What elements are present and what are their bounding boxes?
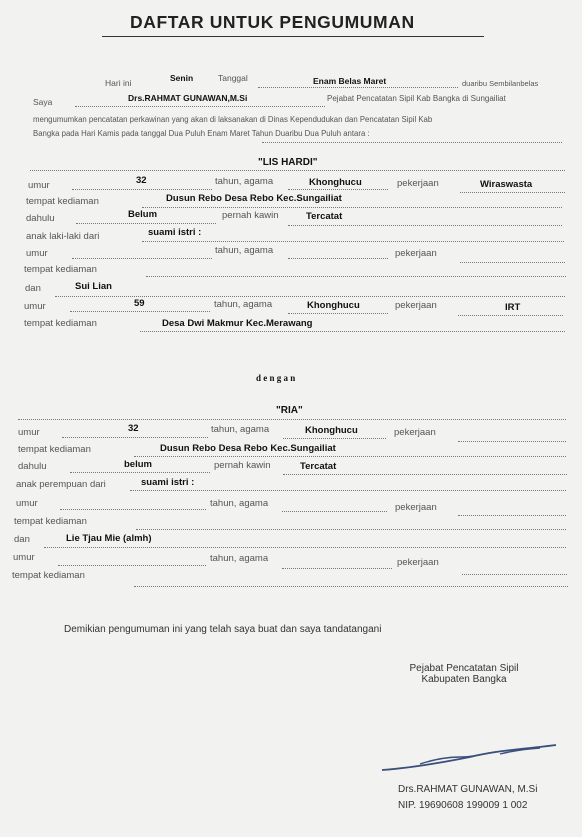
groom-anak-label: anak laki-laki dari <box>26 231 100 242</box>
groom-mother-umur-label: umur <box>24 301 46 312</box>
hari-value: Senin <box>170 73 194 83</box>
bride-tempat-label: tempat kediaman <box>18 444 91 455</box>
bride-status: Tercatat <box>300 461 337 472</box>
bride-mother: Lie Tjau Mie (almh) <box>66 533 152 544</box>
signer-role-line-2: Kabupaten Bangka <box>421 674 507 685</box>
bride-mother-umur-label: umur <box>13 552 35 563</box>
groom-umur-label: umur <box>28 180 50 191</box>
page-title: DAFTAR UNTUK PENGUMUMAN <box>130 12 415 32</box>
official-role: Pejabat Pencatatan Sipil Kab Bangka di Sungailiat <box>327 94 506 103</box>
signer-nip: NIP. 19690608 199009 1 002 <box>398 800 528 811</box>
groom-umur: 32 <box>136 175 147 186</box>
bride-agama: Khonghucu <box>305 425 358 436</box>
closing-statement: Demikian pengumuman ini yang telah saya buat dan saya tandatangani <box>64 624 382 635</box>
bride-mother-tempat-label: tempat kediaman <box>12 570 85 581</box>
groom-father-tempat-label: tempat kediaman <box>24 264 97 275</box>
groom-mother-umur: 59 <box>134 298 145 309</box>
groom-parent-label: suami istri : <box>148 227 202 238</box>
intro-line-1: mengumumkan pencatatan perkawinan yang akan di laksanakan di Dinas Kependudukan dan Pencatatan Sipil Kab <box>33 115 433 124</box>
bride-mother-pekerjaan-label: pekerjaan <box>397 557 439 568</box>
official-name: Drs.RAHMAT GUNAWAN,M.Si <box>128 93 248 103</box>
groom-father-tahun-agama-label: tahun, agama <box>215 245 274 256</box>
bride-anak-label: anak perempuan dari <box>16 479 106 490</box>
bride-father-umur-label: umur <box>16 498 38 509</box>
bride-father-tahun-agama-label: tahun, agama <box>210 498 269 509</box>
intro-line-2: Bangka pada Hari Kamis pada tanggal Dua Puluh Enam Maret Tahun Duaribu Dua Puluh antara : <box>33 129 370 138</box>
signer-role-line-1: Pejabat Pencatatan Sipil <box>409 663 519 674</box>
tahun-value: duaribu Sembilanbelas <box>462 79 539 88</box>
bride-tahun-agama-label: tahun, agama <box>211 424 270 435</box>
hari-label: Hari ini <box>105 78 132 88</box>
bride-dan-label: dan <box>14 534 30 545</box>
groom-mother-tahun-agama-label: tahun, agama <box>214 299 273 310</box>
bride-father-pekerjaan-label: pekerjaan <box>395 502 437 513</box>
groom-dahulu: Belum <box>128 209 158 220</box>
tanggal-value: Enam Belas Maret <box>313 76 387 86</box>
groom-tempat: Dusun Rebo Desa Rebo Kec.Sungailiat <box>166 193 342 204</box>
bride-father-tempat-label: tempat kediaman <box>14 516 87 527</box>
bride-pernah-kawin-label: pernah kawin <box>214 460 271 471</box>
bride-umur: 32 <box>128 423 139 434</box>
bride-tempat: Dusun Rebo Desa Rebo Kec.Sungailiat <box>160 443 336 454</box>
groom-pekerjaan: Wiraswasta <box>480 179 533 190</box>
groom-mother-pekerjaan: IRT <box>505 302 521 313</box>
groom-agama: Khonghucu <box>309 177 362 188</box>
bride-dahulu-label: dahulu <box>18 461 47 472</box>
dengan-label: d e n g a n <box>256 373 296 383</box>
groom-father-umur-label: umur <box>26 248 48 259</box>
bride-mother-tahun-agama-label: tahun, agama <box>210 553 269 564</box>
groom-mother-tempat: Desa Dwi Makmur Kec.Merawang <box>162 318 313 329</box>
groom-mother-tempat-label: tempat kediaman <box>24 318 97 329</box>
bride-pekerjaan-label: pekerjaan <box>394 427 436 438</box>
groom-pernah-kawin-label: pernah kawin <box>222 210 279 221</box>
groom-dahulu-label: dahulu <box>26 213 55 224</box>
groom-tahun-agama-label: tahun, agama <box>215 176 274 187</box>
groom-dan-label: dan <box>25 283 41 294</box>
saya-label: Saya <box>33 97 53 107</box>
bride-umur-label: umur <box>18 427 40 438</box>
bride-parent-label: suami istri : <box>141 477 195 488</box>
tanggal-label: Tanggal <box>218 73 248 83</box>
groom-name: "LIS HARDI" <box>258 157 318 168</box>
groom-status: Tercatat <box>306 211 343 222</box>
groom-tempat-label: tempat kediaman <box>26 196 99 207</box>
groom-mother: Sui Lian <box>75 281 112 292</box>
bride-dahulu: belum <box>124 459 152 470</box>
groom-father-pekerjaan-label: pekerjaan <box>395 248 437 259</box>
groom-pekerjaan-label: pekerjaan <box>397 178 439 189</box>
groom-mother-pekerjaan-label: pekerjaan <box>395 300 437 311</box>
bride-name: "RIA" <box>276 405 303 416</box>
signer-name: Drs.RAHMAT GUNAWAN, M.Si <box>398 784 538 795</box>
groom-mother-agama: Khonghucu <box>307 300 360 311</box>
